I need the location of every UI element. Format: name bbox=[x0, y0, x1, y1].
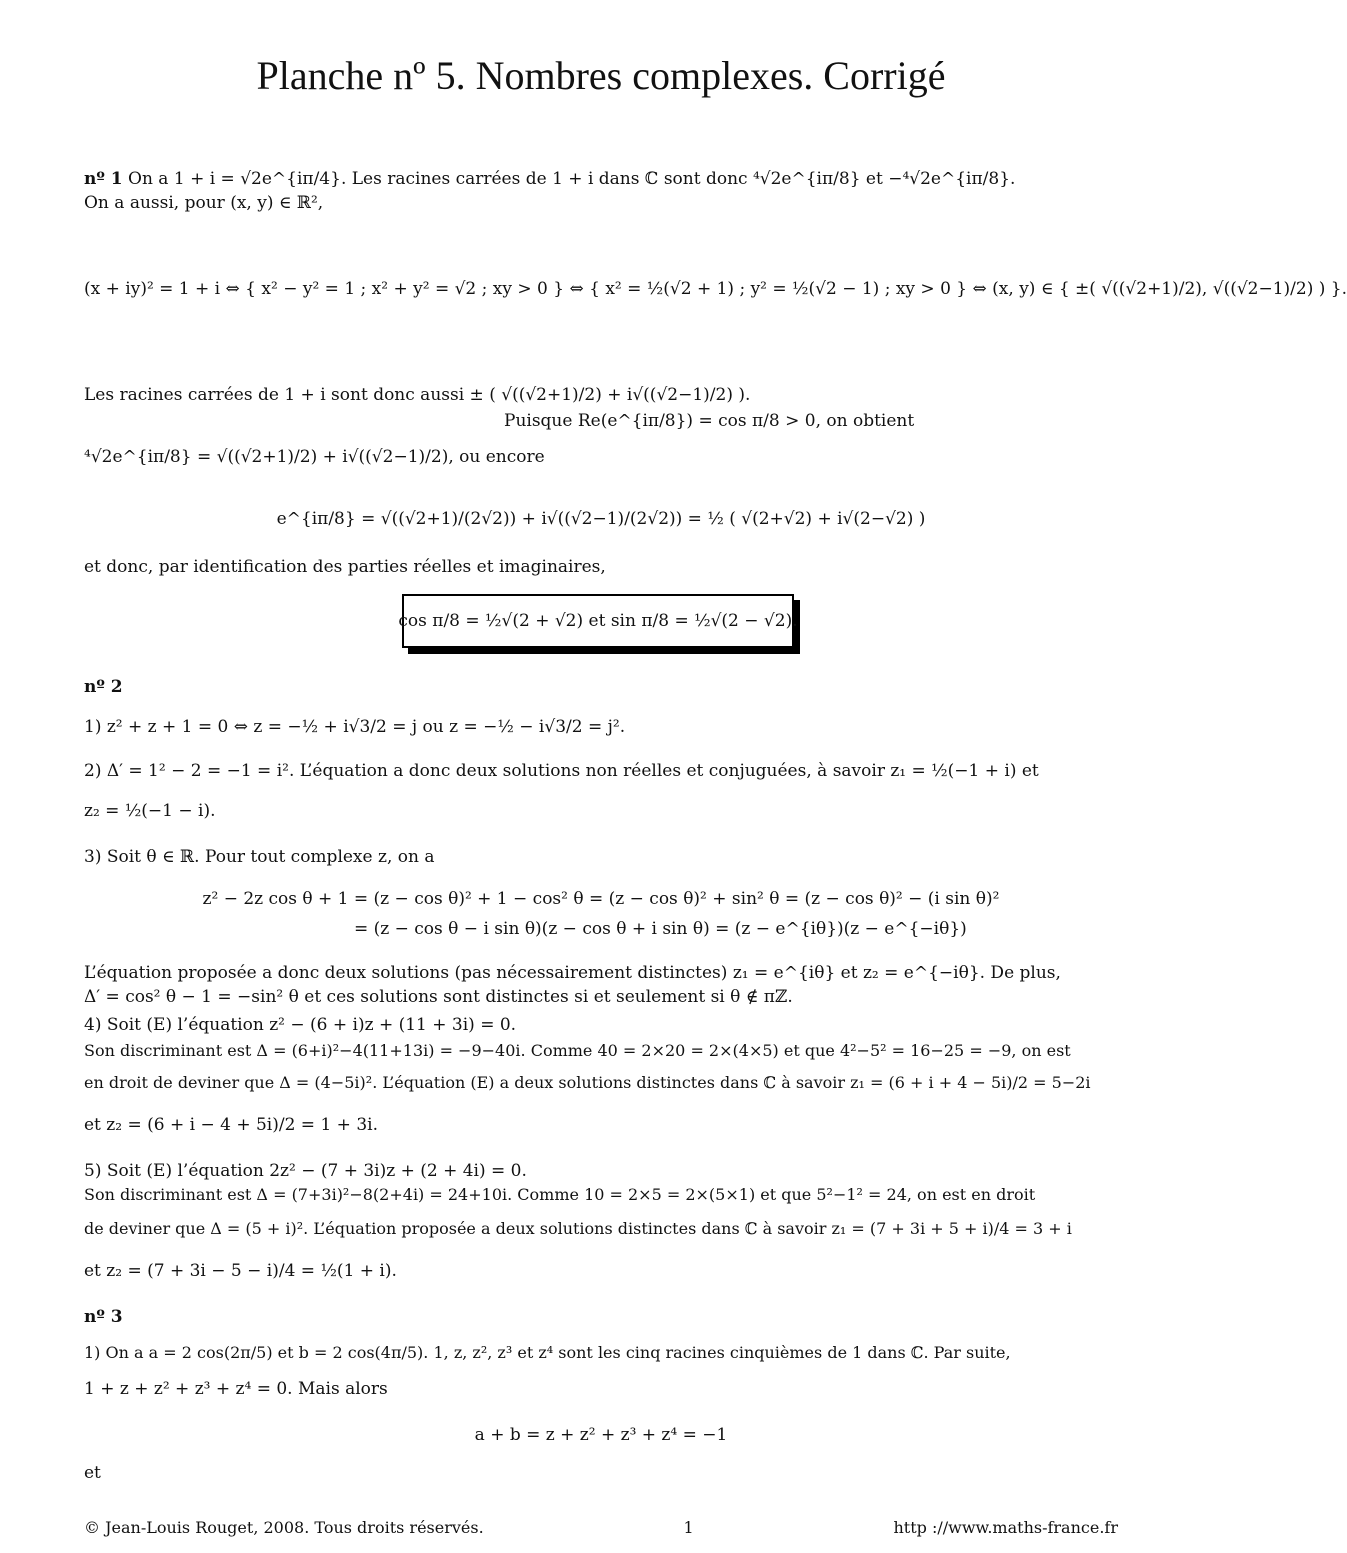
ex2-q3: 3) Soit θ ∈ ℝ. Pour tout complexe z, on a bbox=[84, 847, 435, 867]
ex1-system: (x + iy)² = 1 + i ⇔ { x² − y² = 1 ; x² + y² = √2 ; xy > 0 } ⇔ { x² = ½(√2 + 1) ; y² = ½(√2 − 1) ; xy > 0 } ⇔ (x, y) ∈ { ±( √((√2+1)/2), √((√2−1)/2) ) }. bbox=[84, 279, 1347, 299]
ex1-line-2: On a aussi, pour (x, y) ∈ ℝ², bbox=[84, 193, 324, 213]
result-formula: cos π/8 = ½√(2 + √2) et sin π/8 = ½√(2 − √2). bbox=[398, 611, 798, 631]
ex2-q1: 1) z² + z + 1 = 0 ⇔ z = −½ + i√3/2 = j ou z = −½ − i√3/2 = j². bbox=[84, 717, 626, 737]
ex2-q4c: en droit de deviner que Δ = (4−5i)². L’équation (E) a deux solutions distinctes dans ℂ à savoir z₁ = (6 + i + 4 − 5i)/2 = 5−2i bbox=[84, 1073, 1091, 1092]
ex1-line-4: ⁴√2e^{iπ/8} = √((√2+1)/2) + i√((√2−1)/2), ou encore bbox=[84, 447, 545, 467]
result-box bbox=[398, 594, 798, 648]
ex2-q5a: 5) Soit (E) l’équation 2z² − (7 + 3i)z + (2 + 4i) = 0. bbox=[84, 1161, 527, 1181]
page-footer bbox=[84, 1518, 1118, 1537]
ex3-equation: a + b = z + z² + z³ + z⁴ = −1 bbox=[474, 1425, 728, 1445]
ex1-text-1: On a 1 + i = √2e^{iπ/4}. Les racines carrées de 1 + i dans ℂ sont donc ⁴√2e^{iπ/8} et −⁴√2e^{iπ/8}. bbox=[128, 169, 1016, 189]
ex2-number: nº 2 bbox=[84, 677, 123, 697]
ex2-q4a: 4) Soit (E) l’équation z² − (6 + i)z + (11 + 3i) = 0. bbox=[84, 1015, 517, 1035]
document-page bbox=[84, 0, 1347, 1553]
ex2-q2b: z₂ = ½(−1 − i). bbox=[84, 801, 216, 821]
ex2-eq3a: z² − 2z cos θ + 1 = (z − cos θ)² + 1 − cos² θ = (z − cos θ)² + sin² θ = (z − cos θ)² − (i sin θ)² bbox=[202, 889, 1000, 909]
ex2-q3d: Δ′ = cos² θ − 1 = −sin² θ et ces solutions sont distinctes si et seulement si θ ∉ πℤ. bbox=[84, 987, 793, 1007]
ex2-eq3b: = (z − cos θ − i sin θ)(z − cos θ + i sin θ) = (z − e^{iθ})(z − e^{−iθ}) bbox=[354, 919, 967, 939]
ex2-q5b: Son discriminant est Δ = (7+3i)²−8(2+4i) = 24+10i. Comme 10 = 2×5 = 2×(5×1) et que 5²−1² = 24, on est en droit bbox=[84, 1185, 1036, 1204]
ex1-equation: e^{iπ/8} = √((√2+1)/(2√2)) + i√((√2−1)/(2√2)) = ½ ( √(2+√2) + i√(2−√2) ) bbox=[276, 509, 926, 529]
ex2-q3c: L’équation proposée a donc deux solutions (pas nécessairement distinctes) z₁ = e^{iθ} et z₂ = e^{−iθ}. De plus, bbox=[84, 963, 1061, 983]
page-title: Planche nº 5. Nombres complexes. Corrigé bbox=[256, 53, 946, 98]
ex2-q4d: et z₂ = (6 + i − 4 + 5i)/2 = 1 + 3i. bbox=[84, 1115, 378, 1135]
ex1-line-1 bbox=[84, 168, 1118, 190]
ex2-q5d: et z₂ = (7 + 3i − 5 − i)/4 = ½(1 + i). bbox=[84, 1261, 397, 1281]
ex1-line-3b: Puisque Re(e^{iπ/8}) = cos π/8 > 0, on obtient bbox=[504, 411, 915, 431]
ex1-number: nº 1 bbox=[84, 169, 123, 189]
ex2-q5c: de deviner que Δ = (5 + i)². L’équation proposée a deux solutions distinctes dans ℂ à savoir z₁ = (7 + 3i + 5 + i)/4 = 3 + i bbox=[84, 1219, 1072, 1238]
footer-url[interactable]: http ://www.maths-france.fr bbox=[893, 1518, 1118, 1537]
ex2-q2a: 2) Δ′ = 1² − 2 = −1 = i². L’équation a donc deux solutions non réelles et conjuguées, à savoir z₁ = ½(−1 + i) et bbox=[84, 761, 1039, 781]
ex3-et: et bbox=[84, 1463, 101, 1483]
footer-copyright: © Jean-Louis Rouget, 2008. Tous droits réservés. bbox=[84, 1518, 484, 1537]
ex3-number: nº 3 bbox=[84, 1307, 123, 1327]
ex3-q1b: 1 + z + z² + z³ + z⁴ = 0. Mais alors bbox=[84, 1379, 388, 1399]
ex1-line-3a: Les racines carrées de 1 + i sont donc aussi ± ( √((√2+1)/2) + i√((√2−1)/2) ). bbox=[84, 385, 751, 405]
ex1-line-5: et donc, par identification des parties réelles et imaginaires, bbox=[84, 557, 606, 577]
footer-page-number: 1 bbox=[683, 1518, 694, 1537]
ex3-q1a: 1) On a a = 2 cos(2π/5) et b = 2 cos(4π/5). 1, z, z², z³ et z⁴ sont les cinq racines cinquièmes de 1 dans ℂ. Par suite, bbox=[84, 1343, 1011, 1362]
ex2-q4b: Son discriminant est Δ = (6+i)²−4(11+13i) = −9−40i. Comme 40 = 2×20 = 2×(4×5) et que 4²−5² = 16−25 = −9, on est bbox=[84, 1041, 1071, 1060]
